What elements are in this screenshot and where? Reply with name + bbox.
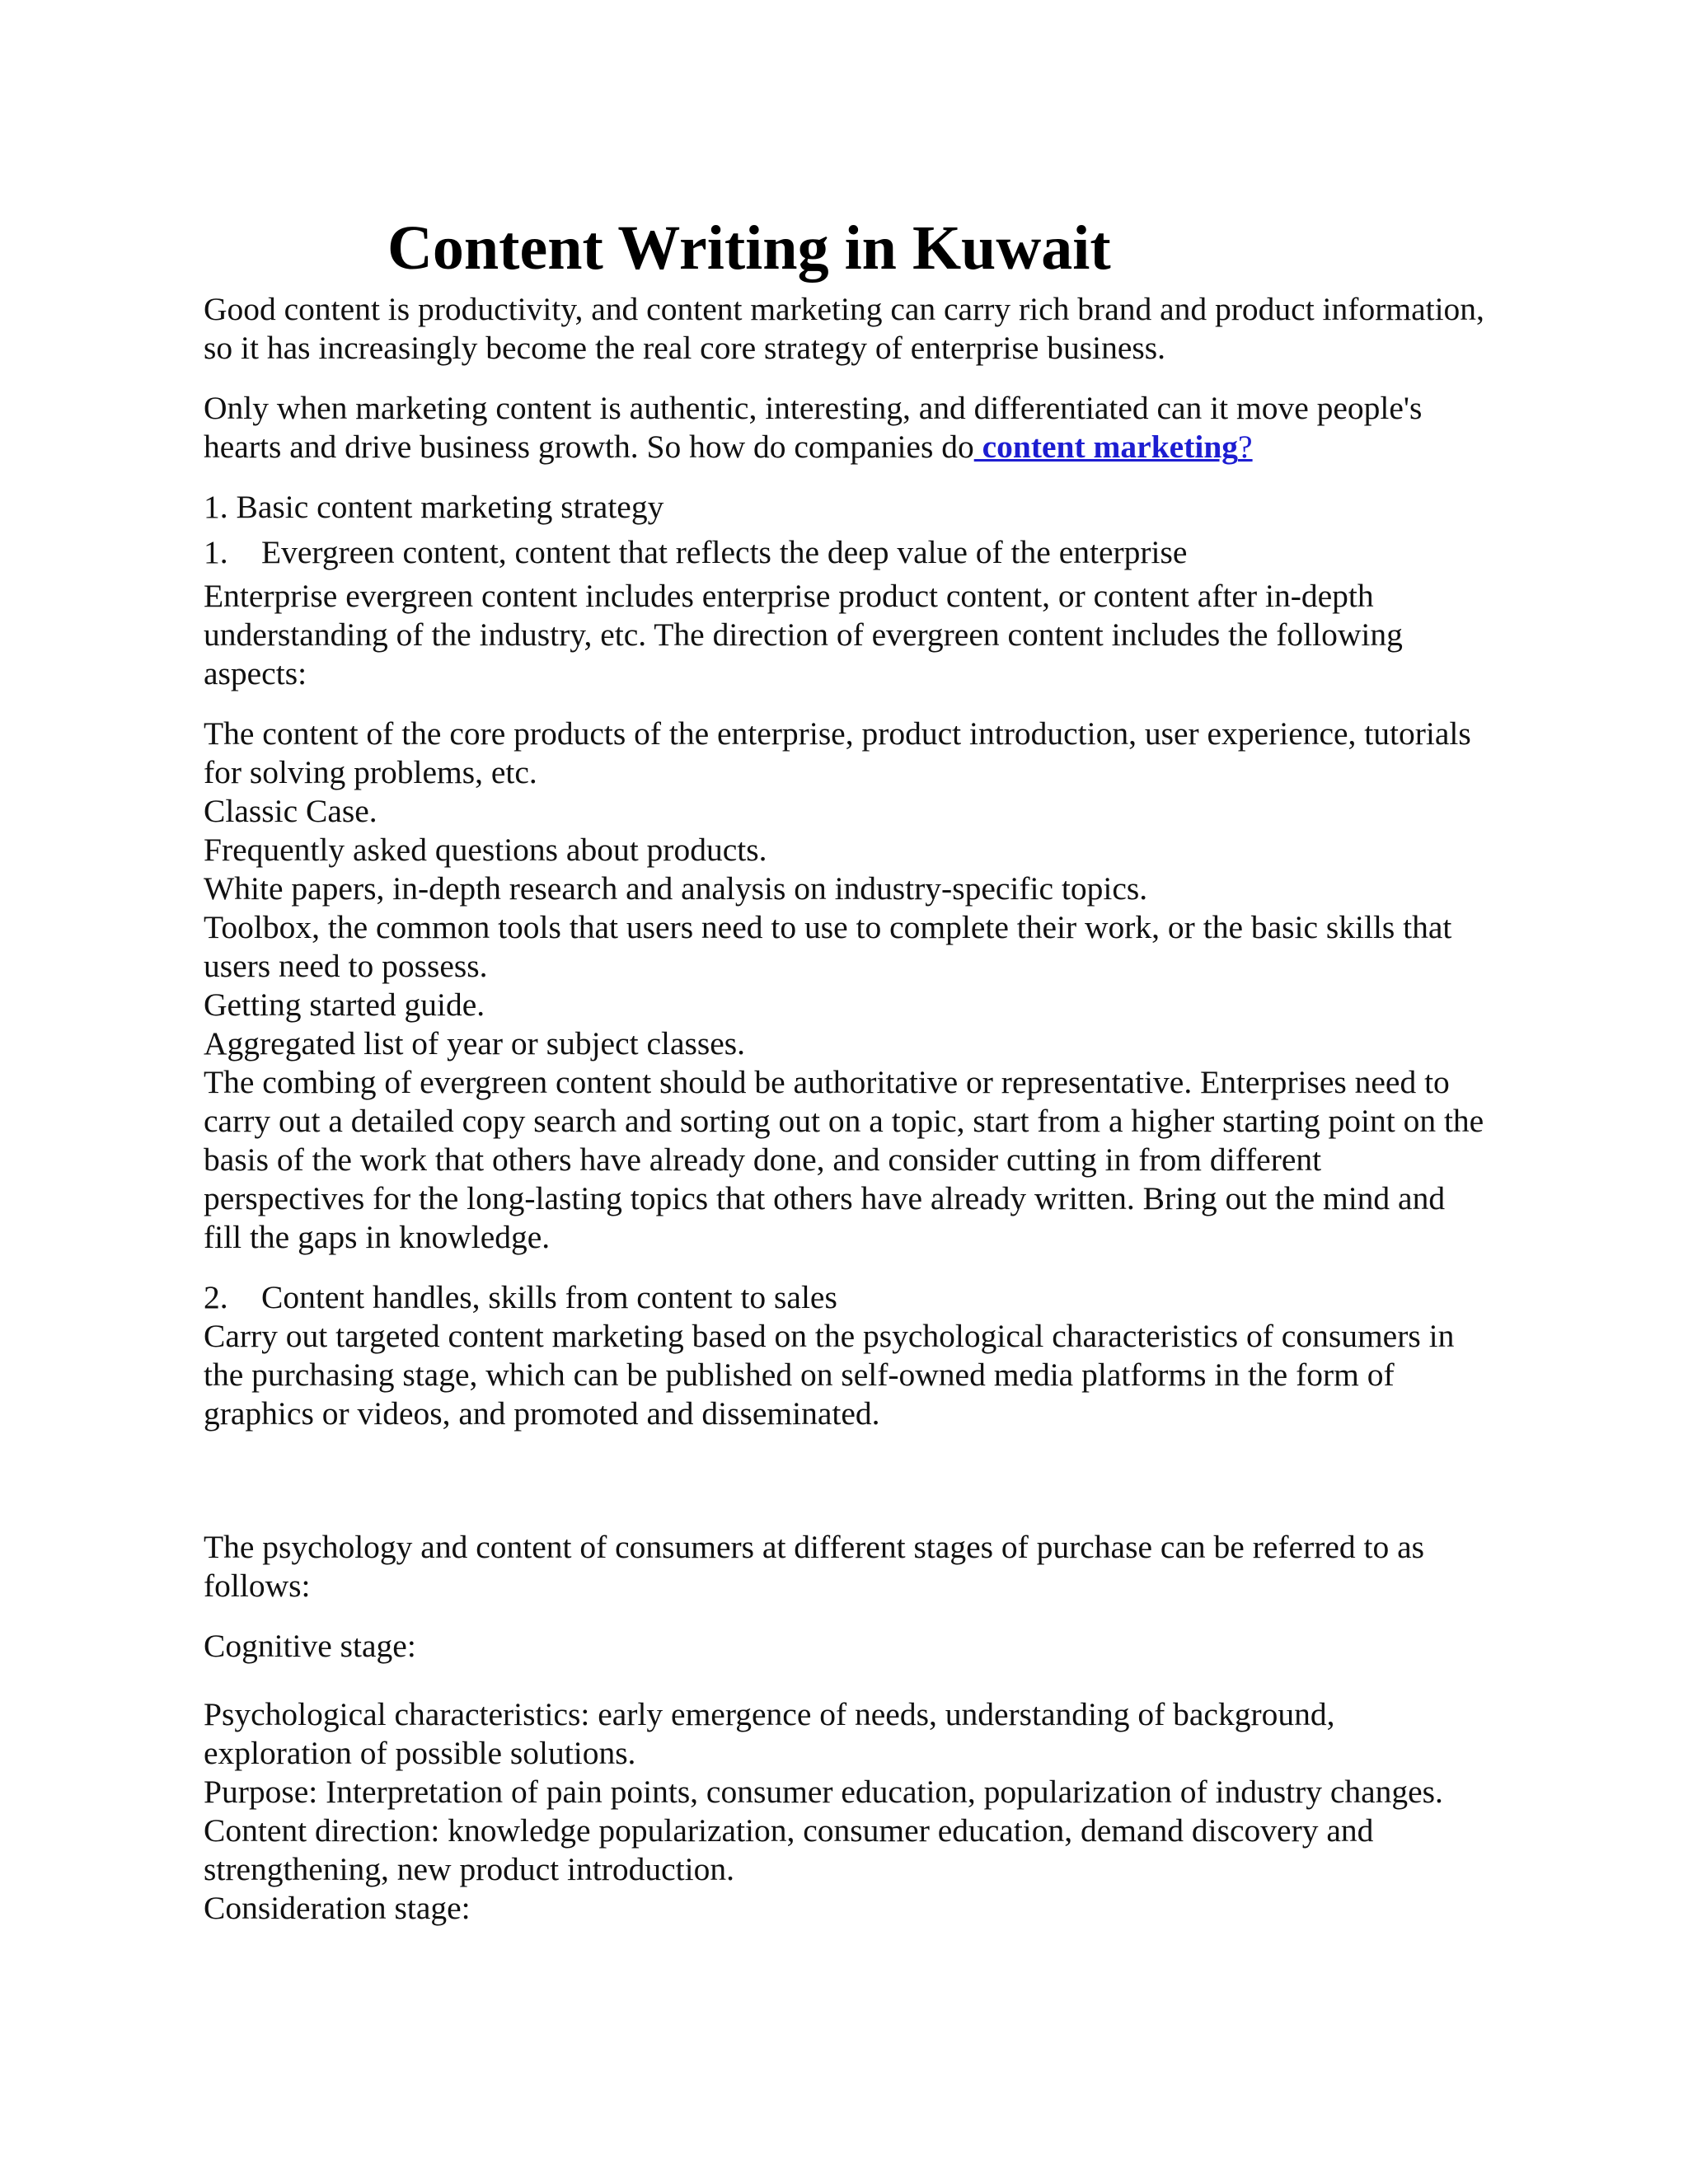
document-body [204, 290, 1489, 1928]
section-heading-basic-strategy: 1. Basic content marketing strategy [204, 489, 664, 525]
list-item: Content direction: knowledge popularization, consumer education, demand discovery and strengthening, new product introduction. [204, 1812, 1374, 1887]
page-title: Content Writing in Kuwait [387, 213, 1111, 283]
intro-paragraph-2-text: Only when marketing content is authentic, interesting, and differentiated can it move people's hearts and drive business growth. So how do companies do [204, 390, 1423, 465]
consideration-stage-heading: Consideration stage: [204, 1890, 471, 1926]
numbered-heading-evergreen [204, 533, 1489, 572]
stages-intro: The psychology and content of consumers at different stages of purchase can be referred to as follows: [204, 1529, 1425, 1604]
list-item: Aggregated list of year or subject classes. [204, 1025, 746, 1062]
numbered-heading-label: Evergreen content, content that reflects the deep value of the enterprise [261, 534, 1188, 570]
list-item: Classic Case. [204, 793, 377, 829]
evergreen-intro: Enterprise evergreen content includes enterprise product content, or content after in-depth understanding of the industry, etc. The direction of evergreen content includes the following aspects: [204, 578, 1403, 691]
list-item: Psychological characteristics: early emergence of needs, understanding of background, exploration of possible solutions. [204, 1696, 1335, 1771]
list-item: The content of the core products of the enterprise, product introduction, user experience, tutorials for solving problems, etc. [204, 715, 1471, 790]
list-item: Toolbox, the common tools that users need to use to complete their work, or the basic skills that users need to possess. [204, 909, 1452, 984]
intro-paragraph-1: Good content is productivity, and content marketing can carry rich brand and product information, so it has increasingly become the real core strategy of enterprise business. [204, 291, 1484, 366]
intro-paragraph-2 [204, 389, 1489, 466]
list-item: Frequently asked questions about products. [204, 832, 767, 868]
content-handles-body: Carry out targeted content marketing based on the psychological characteristics of consumers in the purchasing stage, which can be published on self-owned media platforms in the form of graphics or videos, and promoted and disseminated. [204, 1318, 1455, 1432]
list-number: 2. [204, 1279, 228, 1315]
evergreen-summary: The combing of evergreen content should be authoritative or representative. Enterprises need to carry out a detailed copy search and sorting out on a topic, start from a higher starting point on the basis of the work that others have already done, and consider cutting in from different perspectives for the long-lasting topics that others have already written. Bring out the mind and fill the gaps in knowledge. [204, 1064, 1484, 1255]
list-item: White papers, in-depth research and analysis on industry-specific topics. [204, 870, 1148, 907]
cognitive-stage-heading: Cognitive stage: [204, 1628, 416, 1664]
content-marketing-link-qmark[interactable]: ? [1238, 429, 1253, 465]
content-marketing-link[interactable]: content marketing [973, 429, 1239, 465]
list-item: Purpose: Interpretation of pain points, consumer education, popularization of industry changes. [204, 1774, 1443, 1810]
numbered-heading-label: Content handles, skills from content to sales [261, 1279, 837, 1315]
list-item: Getting started guide. [204, 987, 485, 1023]
list-number: 1. [204, 534, 228, 570]
numbered-heading-content-handles [204, 1278, 1489, 1317]
